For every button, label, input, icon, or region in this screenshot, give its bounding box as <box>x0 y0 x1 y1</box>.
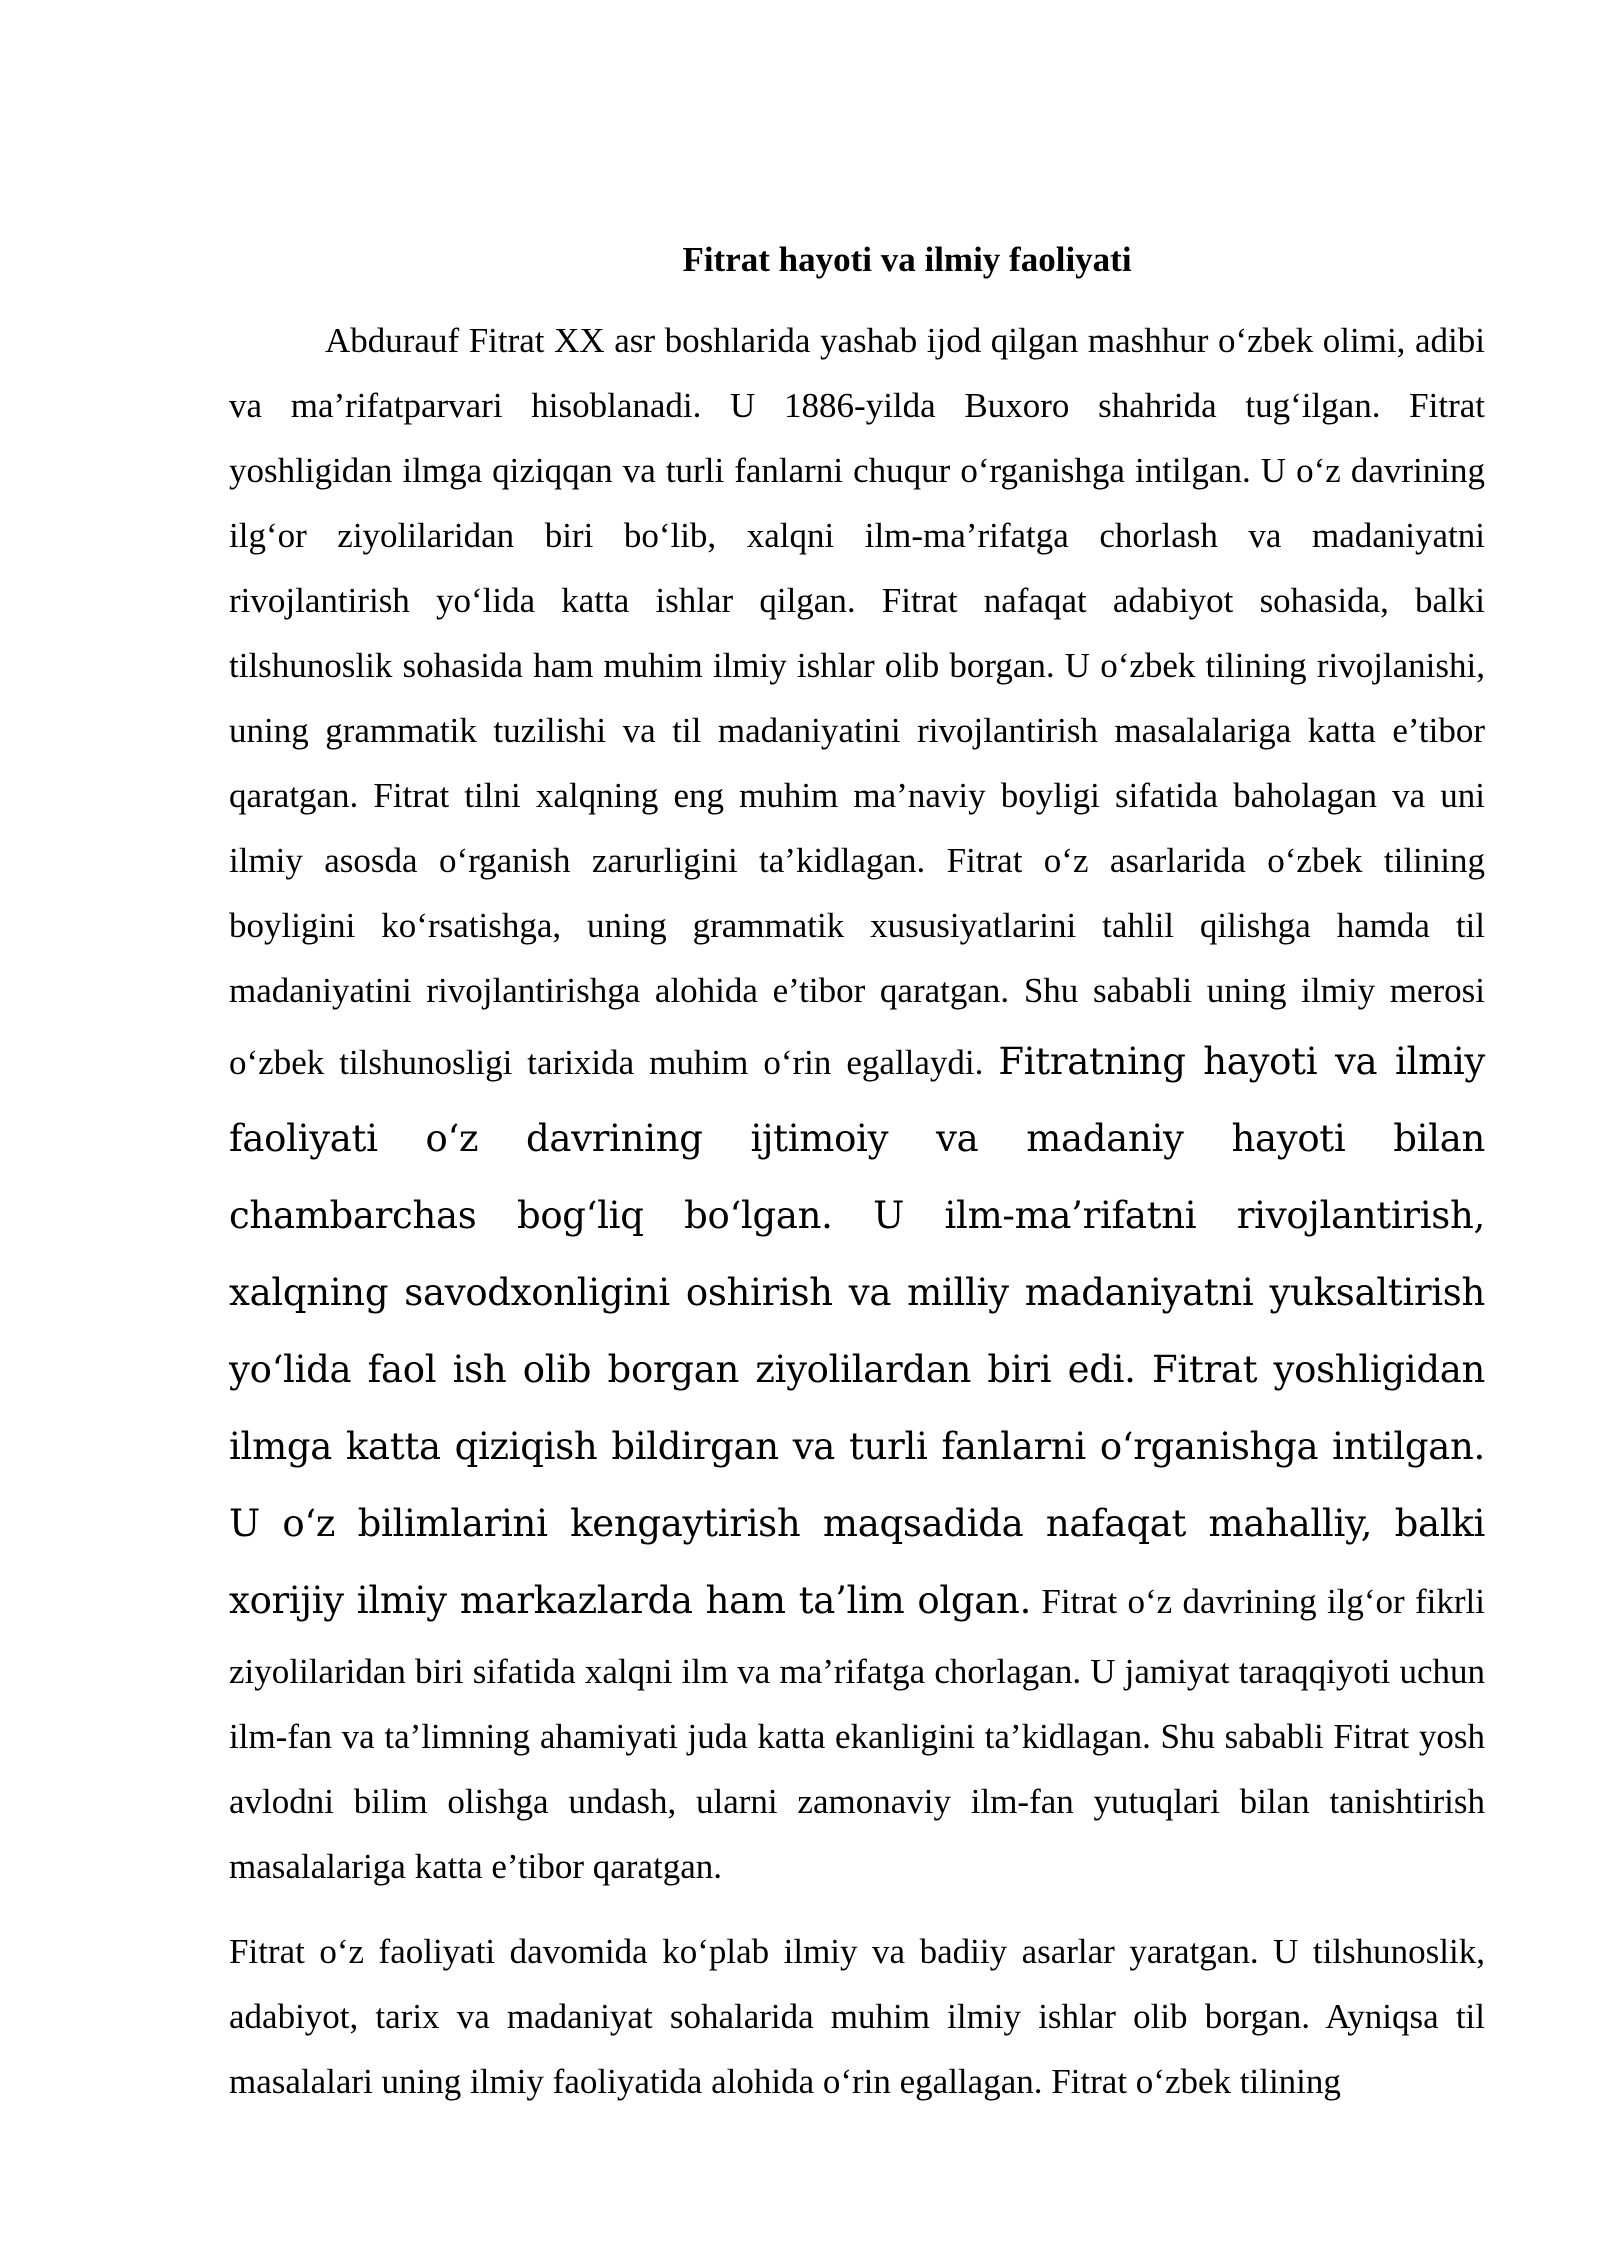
paragraph-text: Fitrat o‘z davrining ilg‘or fikrli ziyolilaridan biri sifatida xalqni ilm va ma’rifatga chorlagan. U jamiyat taraqqiyoti uchun ilm-fan va ta’limning ahamiyati juda katta ekanligini ta’kidlagan. Shu sababli Fitrat yosh avlodni bilim olishga undash, ularni zamonaviy ilm-fan yutuqlari bilan tanishtirish masalalariga katta e’tibor qaratgan. <box>229 1582 1485 1886</box>
paragraph-text-larger-font: Fitratning hayoti va ilmiy faoliyati o‘z davrining ijtimoiy va madaniy hayoti bilan chambarchas bog‘liq bo‘lgan. U ilm-ma’rifatni rivojlantirish, xalqning savodxonligini oshirish va milliy madaniyatni yuksaltirish yo‘lida faol ish olib borgan ziyolilardan biri edi. Fitrat yoshligidan ilmga katta qiziqish bildirgan va turli fanlarni o‘rganishga intilgan. U o‘z bilimlarini kengaytirish maqsadida nafaqat mahalliy, balki xorijiy ilmiy markazlarda ham ta’lim olgan. <box>229 1040 1486 1622</box>
document-body <box>229 240 1485 2114</box>
document-title: Fitrat hayoti va ilmiy faoliyati <box>682 240 1132 279</box>
paragraph: Fitrat o‘z faoliyati davomida ko‘plab ilmiy va badiiy asarlar yaratgan. U tilshunoslik, adabiyot, tarix va madaniyat sohalarida muhim ilmiy ishlar olib borgan. Ayniqsa til masalalari uning ilmiy faoliyatida alohida o‘rin egallagan. Fitrat o‘zbek tilining <box>229 1932 1485 2101</box>
paragraph <box>229 308 1485 1899</box>
paragraph-text: Abdurauf Fitrat XX asr boshlarida yashab ijod qilgan mashhur o‘zbek olimi, adibi va ma’rifatparvari hisoblanadi. U 1886-yilda Buxoro shahrida tug‘ilgan. Fitrat yoshligidan ilmga qiziqqan va turli fanlarni chuqur o‘rganishga intilgan. U o‘z davrining ilg‘or ziyolilaridan biri bo‘lib, xalqni ilm-ma’rifatga chorlash va madaniyatni rivojlantirish yo‘lida katta ishlar qilgan. Fitrat nafaqat adabiyot sohasida, balki tilshunoslik sohasida ham muhim ilmiy ishlar olib borgan. U o‘zbek tilining rivojlanishi, uning grammatik tuzilishi va til madaniyatini rivojlantirish masalalariga katta e’tibor qaratgan. Fitrat tilni xalqning eng muhim ma’naviy boyligi sifatida baholagan va uni ilmiy asosda o‘rganish zarurligini ta’kidlagan. Fitrat o‘z asarlarida o‘zbek tilining boyligini ko‘rsatishga, uning grammatik xususiyatlarini tahlil qilishga hamda til madaniyatini rivojlantirishga alohida e’tibor qaratgan. Shu sababli uning ilmiy merosi o‘zbek tilshunosligi tarixida muhim o‘rin egallaydi. <box>229 321 1485 1082</box>
